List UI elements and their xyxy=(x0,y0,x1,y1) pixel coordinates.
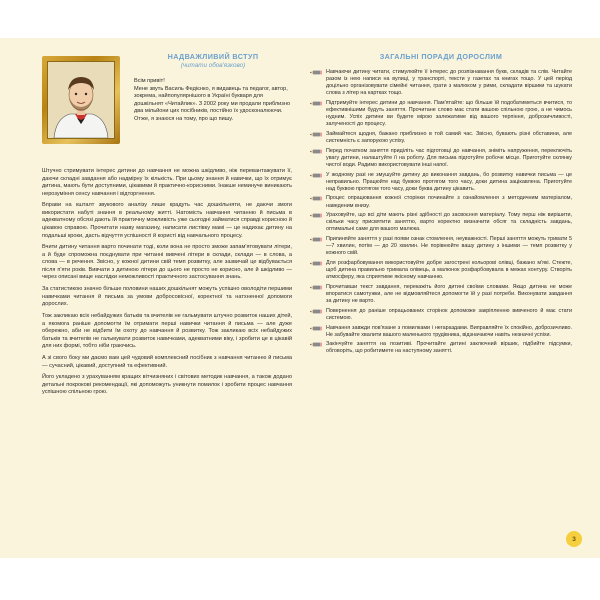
pencil-icon xyxy=(310,70,322,75)
paragraph: Вправи на кшталт звукового аналізу лише крадуть час дошкільняти, не даючи змоги використати набуті знання в реальному житті. Натомість навчання читанню й письма в адекватному обсязі дають їй практичну можливість уже сьогодні займатися справді корисною й цікавою справою. Прочитати назву магазину, написати листівку мамі — це надихає дитину на подальші кроки, дасть відчуття успішності й користі від навчального процесу. xyxy=(42,202,292,239)
paragraph: За статистикою значно більше половини наших дошкільнят можуть успішно оволодіти першими навичками читання й письма за умови добросовісної, коректної та натхненної допомоги дорослих. xyxy=(42,286,292,308)
tip-item xyxy=(310,100,572,128)
intro-text xyxy=(134,78,292,124)
tip-item xyxy=(310,284,572,305)
tip-item xyxy=(310,325,572,339)
tip-text: Повернення до раніше опрацьованих сторінок допоможе закріпленню вивченого й має стати системою. xyxy=(326,307,572,321)
tip-item xyxy=(310,260,572,281)
tip-item xyxy=(310,236,572,257)
tip-text: Перед початком заняття приділіть час підготовці до навчання, зніміть напруження, переключіть увагу дитини, налаштуйте її на роботу. Для письма підготуйте робоче місце. Приготуйте склянку чистої води. Радимо використовувати інші напої. xyxy=(326,147,572,168)
pencil-icon xyxy=(310,132,322,137)
tip-item xyxy=(310,131,572,145)
tip-text: Для розфарбовування використовуйте добре загострені кольорові олівці, бажано м'які. Стежте, щоб дитина правильно тримала олівець, а малюнок розфарбовувала в межах контуру. Створіть атмосферу, яка сприятиме якісному навчанню. xyxy=(326,260,572,281)
author-portrait-frame xyxy=(42,56,120,144)
right-column xyxy=(310,48,572,358)
page-number: 3 xyxy=(566,531,582,547)
tip-item xyxy=(310,308,572,322)
tip-text: Навчаючи дитину читати, стимулюйте її інтерес до розпізнавання букв, складів та слів. Читайте разом із нею написи на вулиці, у транспорті, тексти у газетах та книгах тощо. У цей період доцільно організовувати сімейні читання, грати з малюком у рими, складати віршики та шукати слова з літер на картках тощо. xyxy=(326,69,572,97)
pencil-icon xyxy=(310,237,322,242)
paragraph: Штучно стримувати інтерес дитини до навчання не можна шкідливо, ніж перевантажувати її, даючи складні завдання або надмірну їх кількість. При цьому знання й навички, що їх отримує дитина, мають бути доступними, цікавими й практично-корисними. Інакше неминуче виникають нерозуміння сенсу навчання і відторгнення. xyxy=(42,168,292,197)
tip-item xyxy=(310,148,572,169)
pencil-icon xyxy=(310,285,322,290)
tip-item xyxy=(310,341,572,355)
author-illustration xyxy=(48,62,114,138)
intro-heading: НАДВАЖЛИВИЙ ВСТУП xyxy=(167,52,259,61)
tip-item xyxy=(310,172,572,193)
tip-text: Припиняйте заняття у разі появи ознак стомлення, неуважності. Перші заняття можуть тривати 5—7 хвилин, потім — до 20 хвилин. Не порівнюйте вашу дитину з іншими — темп розвитку у кожного свій. xyxy=(326,236,572,257)
paragraph: Його укладено з урахуванням кращих вітчизняних і світових методик навчання, а також додано детальні покрокові рекомендації, які допоможуть уникнути помилок і зробити процес навчання успішною спільною грою. xyxy=(42,374,292,396)
tip-text: Займайтеся щодня, бажано приблизно в той самий час. Звісно, бувають різні обставини, але системність є запорукою успіху. xyxy=(326,130,572,145)
tip-text: Процес опрацювання кожної сторінки починайте з ознайомлення з методичним матеріалом, наведеним внизу. xyxy=(326,195,572,209)
tip-text: Закінчуйте заняття на позитиві. Прочитайте дитині заключний віршик, підбийте підсумки, обговоріть, що робитимете на наступному занятті. xyxy=(326,341,572,355)
greeting: Всім привіт! xyxy=(134,78,165,84)
pencil-icon xyxy=(310,309,322,314)
pencil-icon xyxy=(310,261,322,266)
paragraph: Вчити дитину читання варто починати тоді, коли вона не просто зможе запам'ятовувати літери, а й буде спроможна поєднувати при читанні вивчені літери в склади, склади — в слова, а слова — в речення. Звісно, у кожної дитини свій темп розвитку, але зазвичай це відбувається після п'яти років. Вивчати з дитиною літери до цього не просто не корисно, але й шкідливо — через описані вище наслідки неможливості практичного застосування знань. xyxy=(42,244,292,281)
tip-item xyxy=(310,195,572,209)
tip-text: У жодному разі не змушуйте дитину до виконання завдань, бо розвитку навички письма — це неправильно. Працюйте над буквою протягом того часу, доки дитина зацікавлена. Приготуйте над буквою протягом того часу, доки буква дитину цікавить. xyxy=(326,171,572,192)
tip-text: Підтримуйте інтерес дитини до навчання. Пам'ятайте: що більше їй подобатиметься вчитися, то ефективнішими будуть заняття. Прочитане слово має стати вашою спільною грою, а не чимось нудним. Успіх дитини ви будете мірою залежатиме від вашого терпіння, доброзичливості, залученості до процесу. xyxy=(326,99,572,128)
paragraph: А зі свого боку ми даємо вам цей чудовий комплексний посібник з навчання читанню й письма — сучасний, цікавий, доступний та ефективний. xyxy=(42,354,292,369)
book-page xyxy=(0,38,600,558)
pencil-icon xyxy=(310,101,322,106)
pencil-icon xyxy=(310,173,322,178)
paragraph: Тож закликаю всіх небайдужих батьків та вчителів не гальмувати штучно розвиток наших дітей, а якомога раніше допомогти їм отримати перші навички читання й письма — але дуже обережно, аби не відбити їм охоту до навчання й розвитку. Тож закликаю всіх небайдужих батьків та вчителів не гальмувати розвиток навичками, адекватними віку, і зробити це в цікавій для них формі, тобто ніби граючись. xyxy=(42,313,292,350)
tip-text: Прочитавши текст завдання, перекажіть його дитині своїми словами. Якщо дитина не може впоратися самотужки, але не відмовляйтеся допомогти їй у разі потреби. Виконувати завдання за дитину не варто. xyxy=(326,283,572,305)
pencil-icon xyxy=(310,196,322,201)
tip-text: Ураховуйте, що всі діти мають різні здібності до засвоєння матеріалу. Тому перш ніж вирішити, скільки часу присвятити заняттю, варто коректно визначити обсяг та складність завдань, оптимальні саме для вашого малюка. xyxy=(326,212,572,233)
pencil-icon xyxy=(310,326,322,331)
intro-subheading: (читати обов'язково) xyxy=(180,62,246,69)
tip-text: Навчання завжди пов'язане з помилками і негараздами. Виправляйте їх спокійно, доброзичливо. Не забувайте хвалити вашого маленького трудівника, відзначаючи навіть незначні успіхи. xyxy=(326,324,572,338)
pencil-icon xyxy=(310,213,322,218)
author-portrait xyxy=(47,61,115,139)
pencil-icon xyxy=(310,342,322,347)
tip-item xyxy=(310,212,572,233)
tips-list xyxy=(310,69,572,356)
intro-body xyxy=(42,168,292,401)
author-introduction: Мене звуть Василь Федієнко, я видавець та педагог, автор, зокрема, найпопулярнішого в Україні букваря для дошкільнят «Читайлик». З 2002 року ми продали приблизно два мільйони цих посібників, постійно їх удосконалюючи. Отже, я знаюся на тому, про що пишу. xyxy=(134,85,291,122)
pencil-icon xyxy=(310,149,322,154)
tips-heading: ЗАГАЛЬНІ ПОРАДИ ДОРОСЛИМ xyxy=(379,52,503,61)
tip-item xyxy=(310,69,572,97)
